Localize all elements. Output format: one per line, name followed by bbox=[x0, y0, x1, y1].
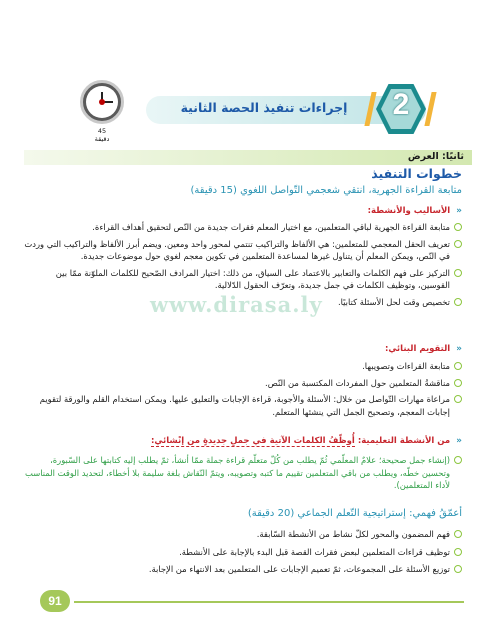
steps-title: خطوات التنفيذ bbox=[371, 166, 462, 181]
list-item-text: متابعة القراءات وتصويبها. bbox=[362, 361, 450, 371]
bullet-circle-icon bbox=[454, 269, 462, 277]
list-item bbox=[22, 393, 462, 418]
part1-heading: متابعة القراءة الجهرية، انتقي شعجمي التّواصل اللغوي (15 دقيقة) bbox=[190, 185, 462, 196]
bullet-circle-icon bbox=[454, 395, 462, 403]
part4-heading-block bbox=[22, 508, 462, 519]
bullet-circle-icon bbox=[454, 548, 462, 556]
list-item-text: تخصيص وقت لحل الأسئلة كتابيًا. bbox=[337, 296, 450, 307]
part2-subheading-block bbox=[22, 344, 462, 354]
watermark: www.dirasa.ly bbox=[150, 292, 323, 317]
part3-heading-prefix: من الأنشطة التعليمية: bbox=[357, 436, 451, 446]
part4-list bbox=[22, 528, 462, 576]
part3-body bbox=[22, 454, 462, 492]
footer-line bbox=[74, 601, 464, 603]
bullet-circle-icon bbox=[454, 456, 462, 464]
steps-title-block bbox=[22, 166, 462, 181]
double-chevron-icon: « bbox=[456, 436, 462, 446]
part2-subheading-row bbox=[22, 344, 462, 354]
bullet-circle-icon bbox=[454, 379, 462, 387]
part1-subheading: الأساليب والأنشطة: bbox=[367, 206, 451, 216]
list-item bbox=[22, 267, 462, 292]
bullet-circle-icon bbox=[454, 530, 462, 538]
clock-icon bbox=[80, 80, 124, 124]
list-item bbox=[22, 563, 462, 576]
list-item-text: فهم المضمون والمحور لكلّ نشاط من الأنشطة السّابقة. bbox=[256, 529, 450, 539]
part3-heading-text: أُوظّفُ الكلمات الآتية في جملٍ جديدةٍ من إنْشائي: bbox=[151, 436, 355, 446]
section-label: ثانيًا: العرض bbox=[407, 151, 464, 162]
part1-heading-block bbox=[22, 185, 462, 196]
list-item-text: تعريف الحقل المعجمي للمتعلمين: هي الألفاظ والتراكيب تنتمي لمحور واحد ومعين. ويضم أبرز الألفاظ والتراكيب التي وردت في النّص، ويمكن المعلم أن يتناول غيرها لمساعدة المتعلمين في تكوين معجم لغوي حول موضوعات جديدة. bbox=[24, 238, 450, 262]
list-item bbox=[22, 546, 462, 559]
page-number: 91 bbox=[40, 590, 70, 612]
bullet-circle-icon bbox=[454, 565, 462, 573]
bullet-circle-icon bbox=[454, 298, 462, 306]
badge-number: 2 bbox=[392, 88, 410, 121]
part3-heading-block bbox=[22, 436, 462, 446]
duration-minutes: 45 bbox=[97, 127, 107, 135]
bullet-circle-icon bbox=[454, 362, 462, 370]
list-item bbox=[22, 377, 462, 390]
list-item bbox=[22, 221, 462, 234]
bullet-circle-icon bbox=[454, 240, 462, 248]
part1-subheading-row bbox=[22, 206, 462, 216]
part4-heading: أعمّقُ فهمي: إستراتيجية التّعلم الجماعي (20 دقيقة) bbox=[247, 508, 462, 519]
part1-subheading-block bbox=[22, 206, 462, 216]
part3-heading-row bbox=[22, 436, 462, 446]
double-chevron-icon: « bbox=[456, 206, 462, 216]
list-item-text: مناقشةُ المتعلمين حول المفردات المكتسبة من النّص. bbox=[265, 377, 450, 388]
list-item-text: متابعة القراءة الجهرية لباقي المتعلمين، مع اختيار المعلم فقرات جديدة من النّص لتحقيق أهداف القراءة. bbox=[92, 222, 450, 232]
list-item-text: مراعاة مهارات التّواصل من خلال: الأسئلة والأجوبة، قراءة الإجابات والتعليق عليها. ويمكن استخدام القلم والورقة لتقويم إجابات المعجم، وتصحيح الجمل التي ينشئها المتعلم. bbox=[39, 394, 450, 417]
list-item-text: توظيف قراءات المتعلمين لبعض فقرات القصة قبل البدء بالإجابة على الأنشطة. bbox=[179, 546, 450, 557]
part3-paragraph bbox=[22, 454, 462, 492]
part3-text: (إنشاء جمل صحيحة؛ علامٌ المعلّمي ثُمّ يطلب من كُلّ متعلّم قراءة جملة ممّا أنشأ، ثمّ يطلب إليه كتابتها على السّبورة، وتحسين خطّه، ويطلب من باقي المتعلمين تقييم ما كتبه وتصويبه، ويتمّ النّقاش بلغة سليمة بلا أخطاء، لتحديد الوقت المناسب لأداء المتعلمين). bbox=[24, 455, 450, 491]
section-bar bbox=[24, 150, 472, 165]
list-item bbox=[22, 238, 462, 263]
part2-subheading: التقويم البنائي: bbox=[384, 344, 451, 354]
list-item bbox=[22, 528, 462, 541]
bullet-circle-icon bbox=[454, 223, 462, 231]
duration-unit: دقيقة bbox=[94, 135, 110, 143]
list-item bbox=[22, 360, 462, 373]
part2-list bbox=[22, 360, 462, 418]
badge-stripe bbox=[424, 92, 436, 126]
lesson-number-badge bbox=[368, 84, 434, 134]
list-item-text: التركيز على فهم الكلمات والتعابير بالاعتماد على السياق، من ذلك: اختيار المرادف الصّحيح للكلمات الملوّنة ممّا بين القوسين، وتوظيف الكلمات في جمل جديدة، وتعرّف الحقول الدّلالية. bbox=[55, 267, 450, 291]
double-chevron-icon: « bbox=[456, 344, 462, 354]
duration-label bbox=[82, 127, 122, 143]
lesson-header bbox=[26, 70, 466, 150]
lesson-title: إجراءات تنفيذ الحصة الثانية bbox=[180, 100, 348, 115]
list-item-text: توزيع الأسئلة على المجموعات، ثمّ تعميم الإجابات على المتعلمين بعد الانتهاء من الإجابة. bbox=[148, 564, 450, 575]
